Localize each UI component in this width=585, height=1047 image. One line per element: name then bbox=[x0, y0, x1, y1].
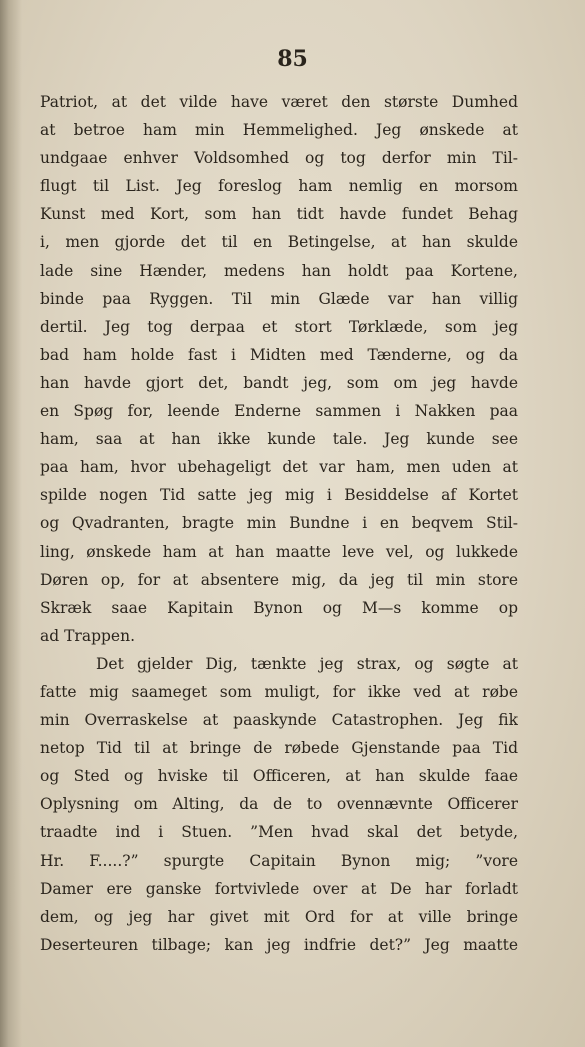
text-line: lade sine Hænder, medens han holdt paa Kortene, bbox=[40, 261, 518, 280]
text-line: og Qvadranten, bragte min Bundne i en beqvem Stil- bbox=[40, 514, 518, 533]
text-line: en Spøg for, leende Enderne sammen i Nakken paa bbox=[40, 402, 518, 421]
text-line: Kunst med Kort, som han tidt havde fundet Behag bbox=[40, 205, 518, 224]
text-line: Damer ere ganske fortvivlede over at De har forladt bbox=[40, 879, 518, 898]
body-text bbox=[40, 88, 518, 959]
text-line: dem, og jeg har givet mit Ord for at ville bringe bbox=[40, 907, 518, 926]
text-line: Oplysning om Alting, da de to ovennævnte Officerer bbox=[40, 795, 518, 814]
binding-gutter-shadow bbox=[0, 0, 22, 1047]
text-line: Deserteuren tilbage; kan jeg indfrie det?” Jeg maatte bbox=[40, 935, 518, 954]
text-line: fatte mig saameget som muligt, for ikke ved at røbe bbox=[40, 682, 518, 701]
text-line: at betroe ham min Hemmelighed. Jeg ønskede at bbox=[40, 121, 518, 140]
text-line: Patriot, at det vilde have været den største Dumhed bbox=[40, 93, 518, 111]
page-number: 85 bbox=[277, 46, 308, 72]
text-line: bad ham holde fast i Midten med Tænderne, og da bbox=[40, 345, 518, 364]
paragraph-start-line: Det gjelder Dig, tænkte jeg strax, og søgte at bbox=[96, 654, 518, 673]
text-line: netop Tid til at bringe de røbede Gjenstande paa Tid bbox=[40, 739, 518, 758]
text-line: dertil. Jeg tog derpaa et stort Tørklæde, som jeg bbox=[40, 317, 518, 336]
text-line: binde paa Ryggen. Til min Glæde var han villig bbox=[40, 289, 518, 308]
text-line: og Sted og hviske til Officeren, at han skulde faae bbox=[40, 767, 518, 786]
text-line: min Overraskelse at paaskynde Catastrophen. Jeg fik bbox=[40, 711, 518, 730]
text-line: flugt til List. Jeg foreslog ham nemlig en morsom bbox=[40, 177, 518, 196]
text-line: Hr. F.....?” spurgte Capitain Bynon mig; ”vore bbox=[40, 851, 518, 870]
text-line: undgaae enhver Voldsomhed og tog derfor min Til- bbox=[40, 149, 518, 168]
text-line: han havde gjort det, bandt jeg, som om jeg havde bbox=[40, 373, 518, 392]
text-line: ham, saa at han ikke kunde tale. Jeg kunde see bbox=[40, 430, 518, 449]
paragraph-end-line: ad Trappen. bbox=[40, 626, 136, 645]
text-line: spilde nogen Tid satte jeg mig i Besiddelse af Kortet bbox=[40, 486, 518, 505]
text-line: paa ham, hvor ubehageligt det var ham, men uden at bbox=[40, 458, 518, 477]
text-line: Døren op, for at absentere mig, da jeg til min store bbox=[40, 570, 518, 589]
text-line: traadte ind i Stuen. ”Men hvad skal det betyde, bbox=[40, 823, 518, 842]
text-line: ling, ønskede ham at han maatte leve vel, og lukkede bbox=[40, 542, 518, 561]
text-line: Skræk saae Kapitain Bynon og M—s komme op bbox=[40, 598, 518, 617]
text-line: i, men gjorde det til en Betingelse, at han skulde bbox=[40, 233, 518, 252]
